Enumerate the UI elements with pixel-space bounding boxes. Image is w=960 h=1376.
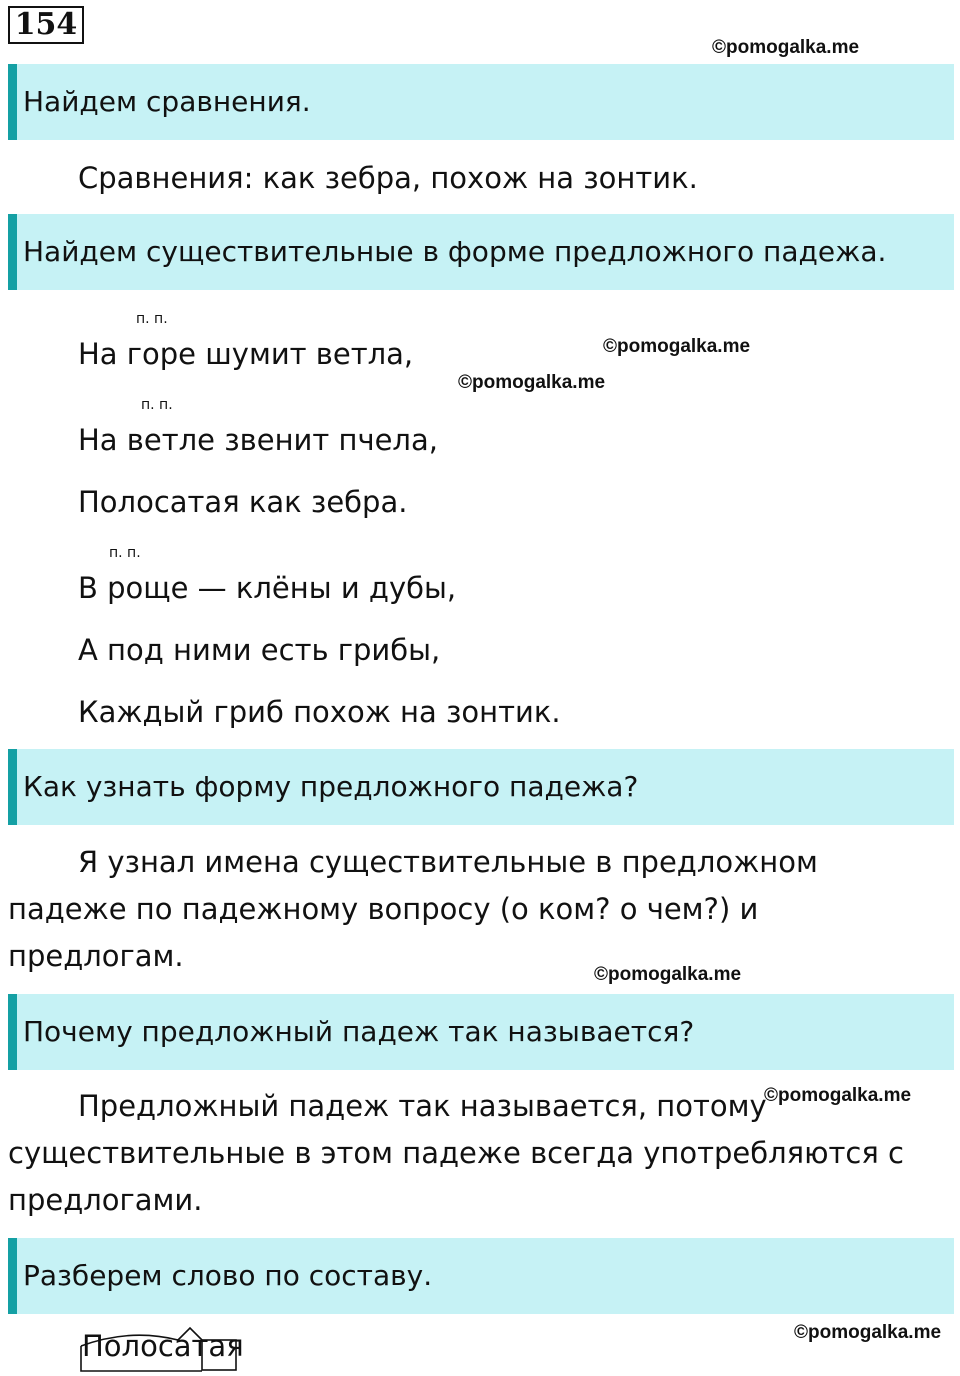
poem-line: В роще — клёны и дубы, [78, 571, 457, 605]
section-heading-word-analysis: Разберем слово по составу. [8, 1238, 954, 1314]
section-heading-why-named: Почему предложный падеж так называется? [8, 994, 954, 1070]
section-heading-how-to-know: Как узнать форму предложного падежа? [8, 749, 954, 825]
word-morphemes [78, 1324, 248, 1374]
watermark: ©pomogalka.me [594, 964, 742, 985]
poem-line: Каждый гриб похож на зонтик. [78, 695, 561, 729]
poem-line: Полосатая как зебра. [78, 485, 408, 519]
poem-line: На горе шумит ветла, [78, 337, 414, 371]
watermark: ©pomogalka.me [458, 372, 606, 393]
poem-line: А под ними есть грибы, [78, 633, 441, 667]
answer-line: падеже по падежному вопросу (о ком? о чем?) и [8, 892, 759, 926]
answer-line: существительные в этом падеже всегда употребляются с [8, 1136, 904, 1170]
watermark: ©pomogalka.me [794, 1322, 942, 1343]
watermark: ©pomogalka.me [764, 1085, 912, 1106]
answer-line: Я узнал имена существительные в предложном [78, 845, 818, 879]
case-mark: п. п. [141, 397, 173, 413]
section-heading-prepositional-nouns: Найдем существительные в форме предложного падежа. [8, 214, 954, 290]
answer-how-to-know [8, 839, 818, 980]
watermark: ©pomogalka.me [712, 37, 860, 58]
case-mark: п. п. [136, 311, 168, 327]
answer-line: Предложный падеж так называется, потому [78, 1089, 767, 1123]
case-mark: п. п. [109, 545, 141, 561]
answer-line: предлогами. [8, 1183, 203, 1217]
answer-comparisons: Сравнения: как зебра, похож на зонтик. [78, 161, 698, 195]
answer-line: предлогам. [8, 939, 184, 973]
exercise-number: 154 [8, 6, 84, 44]
analyzed-word: Полосатая [82, 1329, 244, 1363]
poem-line: На ветле звенит пчела, [78, 423, 438, 457]
watermark: ©pomogalka.me [603, 336, 751, 357]
section-heading-comparisons: Найдем сравнения. [8, 64, 954, 140]
